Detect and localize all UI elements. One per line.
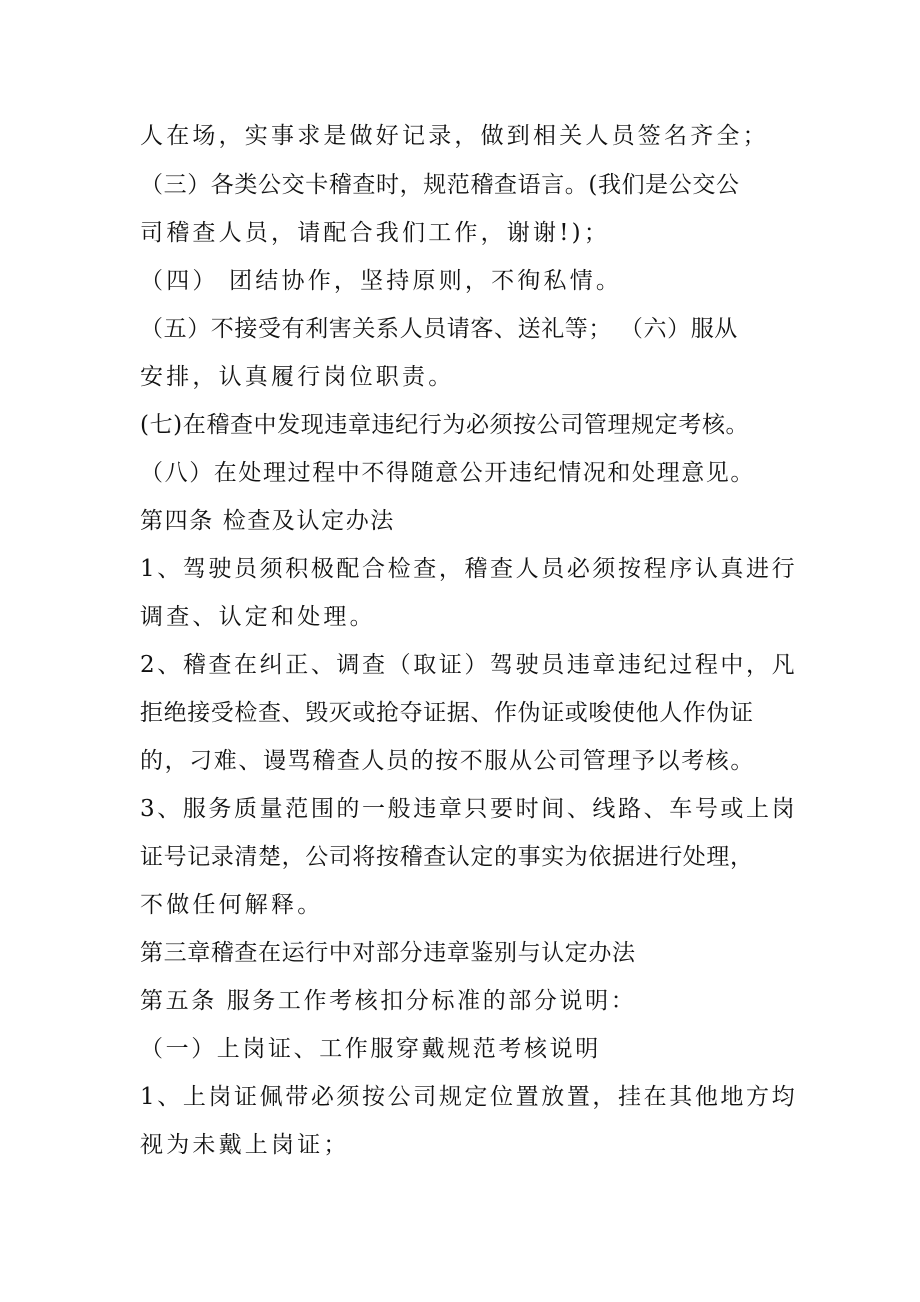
text-line: 3、服务质量范围的一般违章只要时间、线路、车号或上岗	[140, 796, 798, 822]
text-line: 安排，认真履行岗位职责。	[140, 364, 455, 390]
text-line: （八）在处理过程中不得随意公开违纪情况和处理意见。	[140, 460, 755, 486]
text-line: 人在场，实事求是做好记录，做到相关人员签名齐全；	[140, 123, 769, 149]
text-line: （五）不接受有利害关系人员请客、送礼等； （六）服从	[140, 316, 738, 342]
text-line: 的，刁难、谩骂稽查人员的按不服从公司管理予以考核。	[140, 748, 755, 774]
text-line: 调查、认定和处理。	[140, 604, 376, 630]
text-line: 不做任何解释。	[140, 892, 324, 918]
text-line: 1、上岗证佩带必须按公司规定位置放置，挂在其他地方均	[140, 1084, 798, 1110]
text-line: （一）上岗证、工作服穿戴规范考核说明	[140, 1036, 601, 1062]
section-heading: 第五条 服务工作考核扣分标准的部分说明：	[140, 988, 637, 1014]
text-line: 拒绝接受检查、毁灭或抢夺证据、作伪证或唆使他人作伪证	[140, 700, 754, 726]
text-line: 2、稽查在纠正、调查（取证）驾驶员违章违纪过程中，凡	[140, 652, 798, 678]
text-line: （三）各类公交卡稽查时，规范稽查语言。(我们是公交公	[140, 172, 740, 198]
text-line: 证号记录清楚，公司将按稽查认定的事实为依据进行处理，	[140, 844, 754, 870]
chapter-heading: 第三章稽查在运行中对部分违章鉴别与认定办法	[140, 940, 636, 966]
text-line: 1、驾驶员须积极配合检查，稽查人员必须按程序认真进行	[140, 556, 798, 582]
text-line: （四） 团结协作，坚持原则，不徇私情。	[140, 268, 623, 294]
text-line: (七)在稽查中发现违章违纪行为必须按公司管理规定考核。	[140, 412, 750, 438]
section-heading: 第四条 检查及认定办法	[140, 508, 395, 534]
text-line: 司稽查人员，请配合我们工作，谢谢!)；	[140, 220, 611, 246]
text-line: 视为未戴上岗证；	[140, 1132, 350, 1158]
